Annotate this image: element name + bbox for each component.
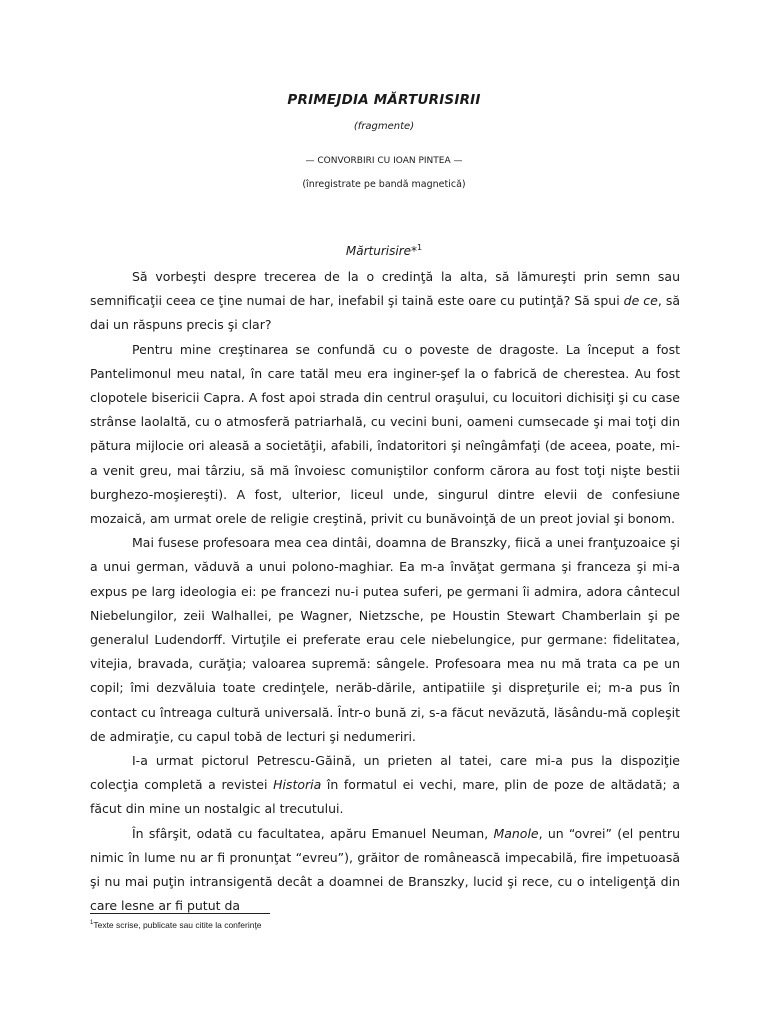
footnote [90,920,680,930]
paragraph-2: Pentru mine creştinarea se confundă cu o poveste de dragoste. La început a fost Pantelimonul meu natal, în care tatăl meu era inginer-şef la o fabrică de cherestea. Au fost clopotele bisericii Capra. A fost apoi strada din centrul oraşului, cu locuitori dichisiţi şi cu case strânse laolaltă, cu o atmosferă patriarhală, cu vecini buni, oameni cumsecade şi mai toţi din pătura mijlocie ori aleasă a societăţii, afabili, îndatoritori şi neîngâmfaţi (de aceea, poate, mi-a venit greu, mai târziu, să mă învoiesc comuniştilor conform cărora au fost toţi nişte bestii burghezo-moşiereşti). A fost, ulterior, liceul unde, singurul dintre elevii de confesiune mozaică, am urmat orele de religie creştină, privit cu bunăvoinţă de un preot jovial şi bonom. [90,341,680,527]
paragraph-1 [90,265,680,338]
recording-note: (înregistrate pe bandă magnetică) [302,179,466,190]
footnote-text: Texte scrise, publicate sau citite la conferinţe [93,920,262,930]
conversation-line: — CONVORBIRI CU IOAN PINTEA — [305,156,463,166]
paragraph-5 [90,822,680,919]
paragraph-text: , să dai un răspuns precis şi clar? [90,293,680,333]
section-heading [0,243,768,258]
section-heading-text: Mărturisire* [345,244,418,258]
footnote-divider [90,913,270,914]
document-subtitle: (fragmente) [353,121,415,132]
paragraph-text: în formatul ei vechi, mare, plin de poze de altădată; a făcut din mine un nostalgic al trecutului. [90,777,680,817]
paragraph-4 [90,749,680,822]
footnote-mark: 1 [90,920,94,927]
paragraph-text: În sfârşit, odată cu facultatea, apăru Emanuel Neuman, [132,825,494,841]
paragraph-text: Să vorbeşti despre trecerea de la o credinţă la alta, să lămureşti prin semn sau semnificaţii ceea ce ţine numai de har, inefabil şi taină este oare cu putinţă? Să spui [90,269,680,309]
emphasis-text: Manole [493,825,539,841]
paragraph-3: Mai fusese profesoara mea cea dintâi, doamna de Branszky, fiică a unei franţuzoaice şi a unui german, văduvă a unui polono-maghiar. Ea m-a învăţat germana şi franceza şi mi-a expus pe larg ideologia ei: pe francezi nu-i putea suferi, pe germani îi admira, adora cântecul Niebelungilor, zeii Walhallei, pe Wagner, Nietzsche, pe Houstin Stewart Chamberlain şi pe generalul Ludendorff. Virtuţile ei preferate erau cele niebelungice, pur germane: fidelitatea, vitejia, bravada, curăţia; valoarea supremă: sângele. Profesoara mea nu mă trata ca pe un copil; îmi dezvăluia toate credinţele, nerăb-dările, antipatiile şi dispreţurile ei; m-a pus în contact cu întreaga cultură universală. Într-o bună zi, s-a făcut nevăzută, lăsându-mă copleşit de admiraţie, cu capul tobă de lecturi şi nedumeriri. [90,535,680,744]
paragraph-text: I-a urmat pictorul Petrescu-Găină, un prieten al tatei, care mi-a pus la dispoziţie colecţia completă a revistei [90,753,680,793]
body-text [90,265,680,918]
emphasis-text: Historia [273,777,322,793]
document-title: PRIMEJDIA MĂRTURISIRII [287,92,481,108]
footnote-reference: 1 [417,243,423,252]
emphasis-text: de ce [623,293,658,309]
paragraph-text: , un “ovrei” (el pentru nimic în lume nu ar fi pronunţat “evreu”), grăitor de românească impecabilă, fire impetuoasă şi nu mai puţin intransigentă decât a doamnei de Branszky, lucid şi rece, cu o inteligenţă din care lesne ar fi putut da [90,825,680,914]
